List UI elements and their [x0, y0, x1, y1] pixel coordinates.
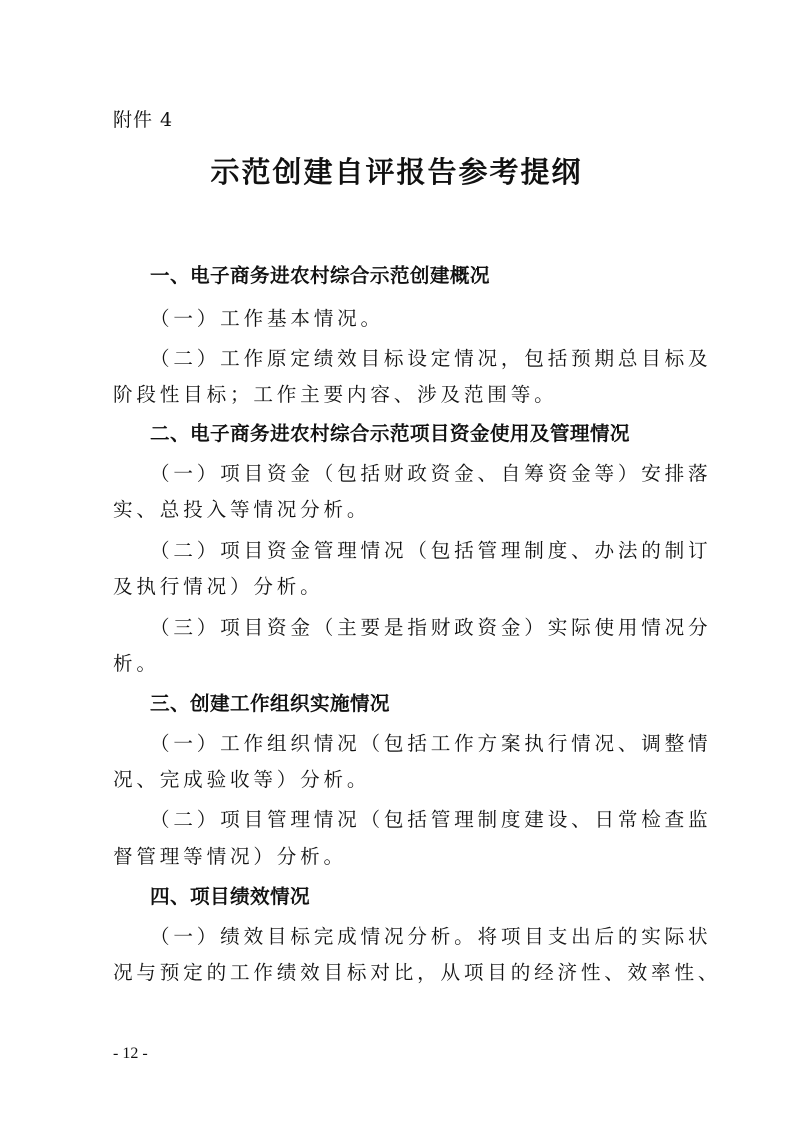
paragraph-line: （一）工作基本情况。: [150, 307, 384, 330]
paragraph-line: （一）项目资金（包括财政资金、自筹资金等）安排落: [150, 462, 712, 485]
paragraph-line: （二）项目资金管理情况（包括管理制度、办法的制订: [150, 539, 712, 562]
paragraph-line: （二）工作原定绩效目标设定情况，包括预期总目标及: [150, 347, 712, 370]
attachment-label: 附件 4: [113, 109, 174, 131]
section-heading: 一、电子商务进农村综合示范创建概况: [150, 264, 490, 287]
paragraph-line: （一）绩效目标完成情况分析。将项目支出后的实际状: [150, 925, 712, 948]
paragraph-line: （一）工作组织情况（包括工作方案执行情况、调整情: [150, 732, 712, 755]
section-heading: 三、创建工作组织实施情况: [150, 692, 390, 715]
paragraph-line: 况、完成验收等）分析。: [113, 768, 371, 791]
paragraph-line: 督管理等情况）分析。: [113, 845, 347, 868]
section-heading: 四、项目绩效情况: [150, 885, 310, 908]
section-heading: 二、电子商务进农村综合示范项目资金使用及管理情况: [150, 422, 630, 445]
paragraph-line: 及执行情况）分析。: [113, 575, 324, 598]
paragraph-line: （三）项目资金（主要是指财政资金）实际使用情况分: [150, 616, 712, 639]
paragraph-line: 况与预定的工作绩效目标对比，从项目的经济性、效率性、: [113, 961, 722, 984]
paragraph-line: 实、总投入等情况分析。: [113, 498, 371, 521]
paragraph-line: （二）项目管理情况（包括管理制度建设、日常检查监: [150, 808, 712, 831]
paragraph-line: 阶段性目标；工作主要内容、涉及范围等。: [113, 383, 558, 406]
page-number: - 12 -: [113, 1045, 148, 1062]
document-title: 示范创建自评报告参考提纲: [210, 155, 583, 189]
paragraph-line: 析。: [113, 652, 160, 675]
